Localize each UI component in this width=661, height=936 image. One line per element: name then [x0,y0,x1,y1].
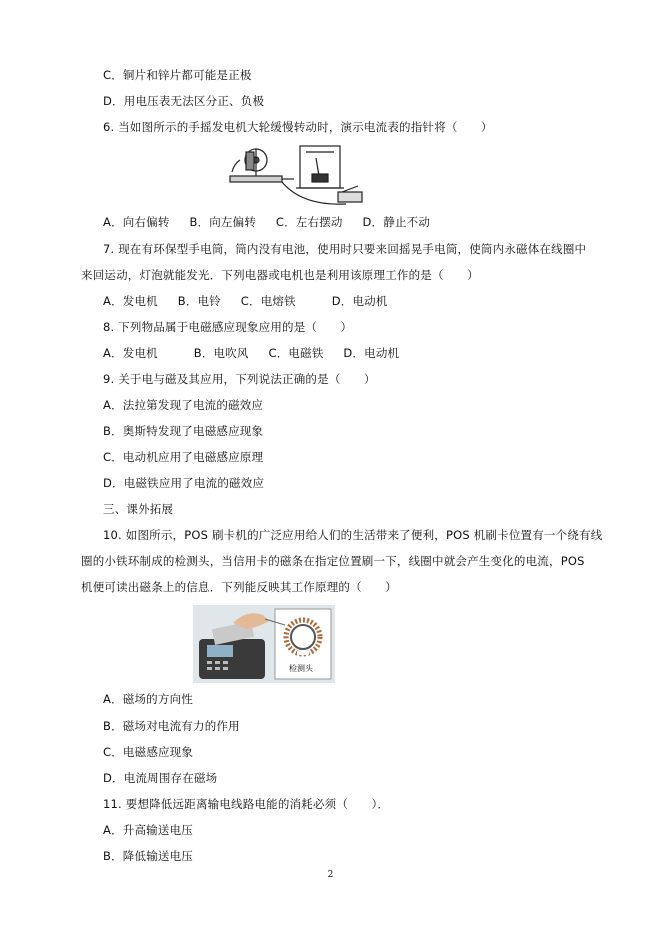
q5-option-d: D．用电压表无法区分正、负极 [103,94,265,108]
q9-option-c: C．电动机应用了电磁感应原理 [103,450,264,464]
q10-stem-line-2: 圈的小铁环制成的检测头，当信用卡的磁条在指定位置刷一下，线圈中就会产生变化的电流，POS [81,554,585,568]
q6-option-a: A．向右偏转 [103,215,170,229]
q8-option-d: D．电动机 [343,346,400,360]
q10-stem-line-3: 机便可读出磁条上的信息．下列能反映其工作原理的（ ） [81,580,397,594]
section-heading: 三、课外拓展 [103,502,174,516]
q8-option-b: B．电吹风 [193,346,249,360]
q6-option-d: D．静止不动 [362,215,431,229]
pos-reader-figure [193,605,335,683]
detection-head-label: 检测头 [289,664,313,673]
q7-option-b: B．电铃 [177,294,221,308]
page-number: 2 [327,870,334,880]
q9-stem: 9. 关于电与磁及其应用，下列说法正确的是（ ） [103,372,376,386]
q7-option-c: C．电熔铁 [240,294,296,308]
q7-stem-line-2: 来回运动，灯泡就能发光．下列电器或电机也是利用该原理工作的是（ ） [81,268,479,282]
q7-option-d: D．电动机 [331,294,388,308]
q8-options [103,345,399,361]
q10-option-d: D．电流周围存在磁场 [103,771,218,785]
q7-options [103,293,388,309]
q10-stem-line-1: 10. 如图所示，POS 刷卡机的广泛应用给人们的生活带来了便利，POS 机刷卡位置有一个绕有线 [103,528,603,542]
generator-ammeter-figure [226,140,372,210]
q10-option-c: C．电磁感应现象 [103,745,194,759]
q9-option-b: B．奥斯特发现了电磁感应现象 [103,424,264,438]
q8-option-c: C．电磁铁 [268,346,324,360]
q10-option-b: B．磁场对电流有力的作用 [103,719,240,733]
q6-option-b: B．向左偏转 [189,215,257,229]
q9-option-a: A．法拉第发现了电流的磁效应 [103,398,264,412]
q11-option-a: A．升高输送电压 [103,823,193,837]
q6-option-c: C．左右摆动 [275,215,343,229]
q11-stem: 11. 要想降低远距离输电线路电能的消耗必须（ ）． [103,797,390,811]
pos-reader-illustration [193,605,335,683]
q6-options [103,214,430,230]
q8-stem: 8. 下列物品属于电磁感应现象应用的是（ ） [103,320,353,334]
q7-stem-line-1: 7. 现在有环保型手电筒，筒内没有电池，使用时只要来回摇晃手电筒，使筒内永磁体在线圈中 [103,242,587,256]
q9-option-d: D．电磁铁应用了电流的磁效应 [103,476,265,490]
q6-stem: 6. 当如图所示的手摇发电机大轮缓慢转动时，演示电流表的指针将（ ） [103,120,493,134]
q11-option-b: B．降低输送电压 [103,849,193,863]
q7-option-a: A．发电机 [103,294,158,308]
q8-option-a: A．发电机 [103,346,158,360]
q5-option-c: C．铜片和锌片都可能是正极 [103,68,252,82]
q10-option-a: A．磁场的方向性 [103,692,193,706]
